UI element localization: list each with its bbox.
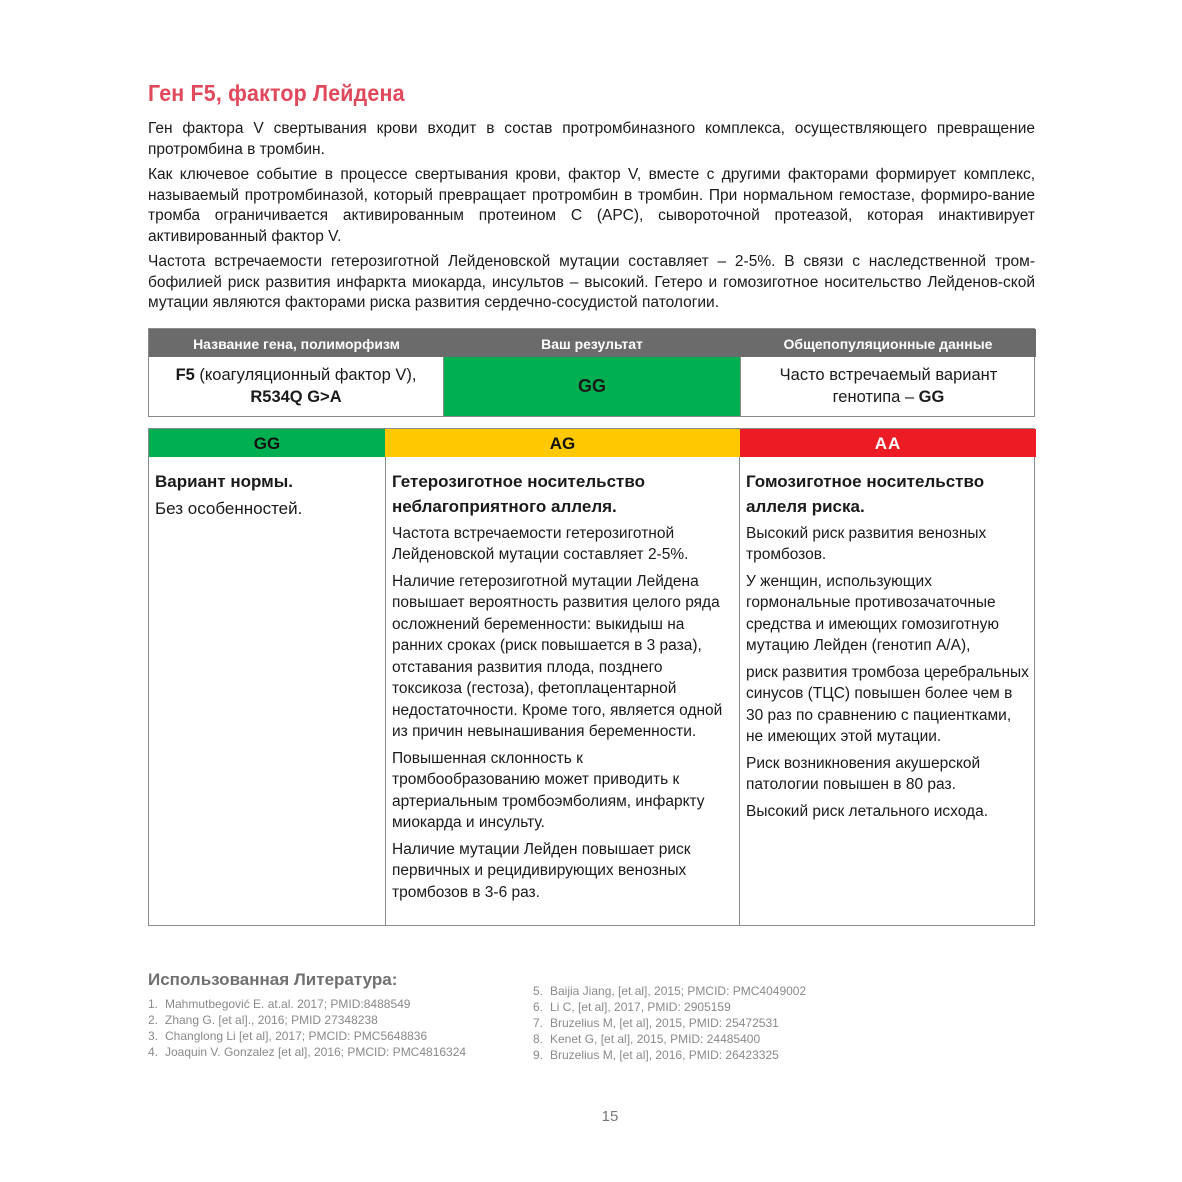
page-number: 15: [601, 1108, 619, 1125]
intro-paragraph: Как ключевое событие в процессе свертывания крови, фактор V, вместе с другими факторами формирует комплекс, называемый протромбиназой, который превращает протромбин в тромбин. При нормальном гемостазе, формиро-вание тромба ограничивается активированным протеином С (APC), сывороточной протеазой, которая инактивирует активированный фактор V.: [148, 166, 1035, 245]
genotype-paragraph: У женщин, использующих гормональные противозачаточные средства и имеющих гомозиготную мутацию Лейден (генотип A/A),: [746, 572, 999, 654]
reference-item: 2. Zhang G. [et al]., 2016; PMID 27348238: [148, 1013, 378, 1027]
genotype-paragraph: Риск возникновения акушерской патологии повышен в 80 раз.: [746, 754, 981, 793]
population-cell: [740, 357, 1036, 416]
genotype-column-aa: [740, 457, 1036, 925]
genotype-column-ag: [385, 457, 740, 925]
genotype-paragraph: Высокий риск развития венозных тромбозов.: [746, 524, 987, 563]
genotype-header-ag: AG: [385, 429, 740, 457]
genotype-interpretation-table: [148, 428, 1035, 926]
references-title: Использованная Литература:: [148, 970, 398, 989]
reference-item: 5. Baijia Jiang, [et al], 2015; PMCID: PMC4049002: [533, 984, 807, 998]
reference-item: 6. Li C, [et al], 2017, PMID: 2905159: [533, 1000, 731, 1014]
genotype-paragraph: Наличие мутации Лейден повышает риск первичных и рецидивирующих венозных тромбозов в 3-6 раз.: [392, 840, 691, 901]
references-section: [148, 970, 1035, 1063]
references-list-right: [533, 983, 806, 1063]
your-result-cell: [444, 357, 740, 416]
result-summary-table: [148, 328, 1035, 417]
genotype-paragraph: Без особенностей.: [155, 498, 303, 518]
reference-item: 4. Joaquin V. Gonzalez [et al], 2016; PMCID: PMC4816324: [148, 1045, 467, 1059]
genotype-column-gg: [149, 457, 385, 925]
genotype-header-gg: GG: [149, 429, 385, 457]
genotype-heading: Гомозиготное носительство аллеля риска.: [746, 471, 985, 516]
genotype-paragraph: Частота встречаемости гетерозиготной Лейденовской мутации составляет 2-5%.: [392, 524, 689, 563]
gene-cell: [149, 357, 444, 416]
header-population: Общепопуляционные данные: [740, 329, 1036, 357]
reference-item: 9. Bruzelius M, [et al], 2016, PMID: 26423325: [533, 1048, 779, 1062]
page-title: Ген F5, фактор Лейдена: [148, 80, 405, 106]
intro-text: [148, 119, 1035, 314]
genotype-header-aa: AA: [740, 429, 1036, 457]
reference-item: 1. Mahmutbegović E. at.al. 2017; PMID:8488549: [148, 997, 411, 1011]
genotype-heading: Вариант нормы.: [155, 471, 293, 491]
genotype-paragraph: Высокий риск летального исхода.: [746, 802, 989, 820]
genotype-heading: Гетерозиготное носительство неблагоприятного аллеля.: [392, 471, 645, 516]
references-list-left: [148, 996, 533, 1063]
population-genotype: GG: [918, 388, 945, 406]
population-text: Часто встречаемый вариант генотипа –: [779, 366, 998, 406]
polymorphism: R534Q G>A: [250, 388, 342, 406]
genotype-paragraph: Наличие гетерозиготной мутации Лейдена повышает вероятность развития целого ряда осложнений беременности: выкидыш на ранних сроках (риск повышается в 3 раза), отставания развития плода, позднего токсикоза (гестоза), фетоплацентарной недостаточности. Кроме того, является одной из причин невынашивания беременности.: [392, 572, 723, 740]
reference-item: 8. Kenet G, [et al], 2015, PMID: 24485400: [533, 1032, 761, 1046]
genotype-paragraph: риск развития тромбоза церебральных синусов (ТЦС) повышен более чем в 30 раз по сравнению с пациентками, не имеющих этой мутации.: [746, 663, 1029, 745]
reference-item: 7. Bruzelius M, [et al], 2015, PMID: 25472531: [533, 1016, 779, 1030]
intro-paragraph: Частота встречаемости гетерозиготной Лейденовской мутации составляет – 2-5%. В связи с наследственной тром-бофилией риск развития инфаркта миокарда, инсультов – высокий. Гетеро и гомозиготное носительство Лейденов-ской мутации являются факторами риска развития сердечно-сосудистой патологии.: [148, 253, 1035, 311]
intro-paragraph: Ген фактора V свертывания крови входит в состав протромбиназного комплекса, осуществляющего превращение протромбина в тромбин.: [148, 120, 1035, 158]
genotype-paragraph: Повышенная склонность к тромбообразованию может приводить к артериальным тромбоэмболиям, инфаркту миокарда и инсульту.: [392, 749, 705, 831]
header-result: Ваш результат: [444, 329, 740, 357]
page-content: [148, 80, 1035, 926]
header-gene: Название гена, полиморфизм: [149, 329, 444, 357]
result-genotype: GG: [577, 376, 606, 396]
gene-symbol: F5: [175, 366, 195, 384]
gene-description: (коагуляционный фактор V),: [194, 366, 417, 384]
reference-item: 3. Changlong Li [et al], 2017; PMCID: PMC5648836: [148, 1029, 428, 1043]
